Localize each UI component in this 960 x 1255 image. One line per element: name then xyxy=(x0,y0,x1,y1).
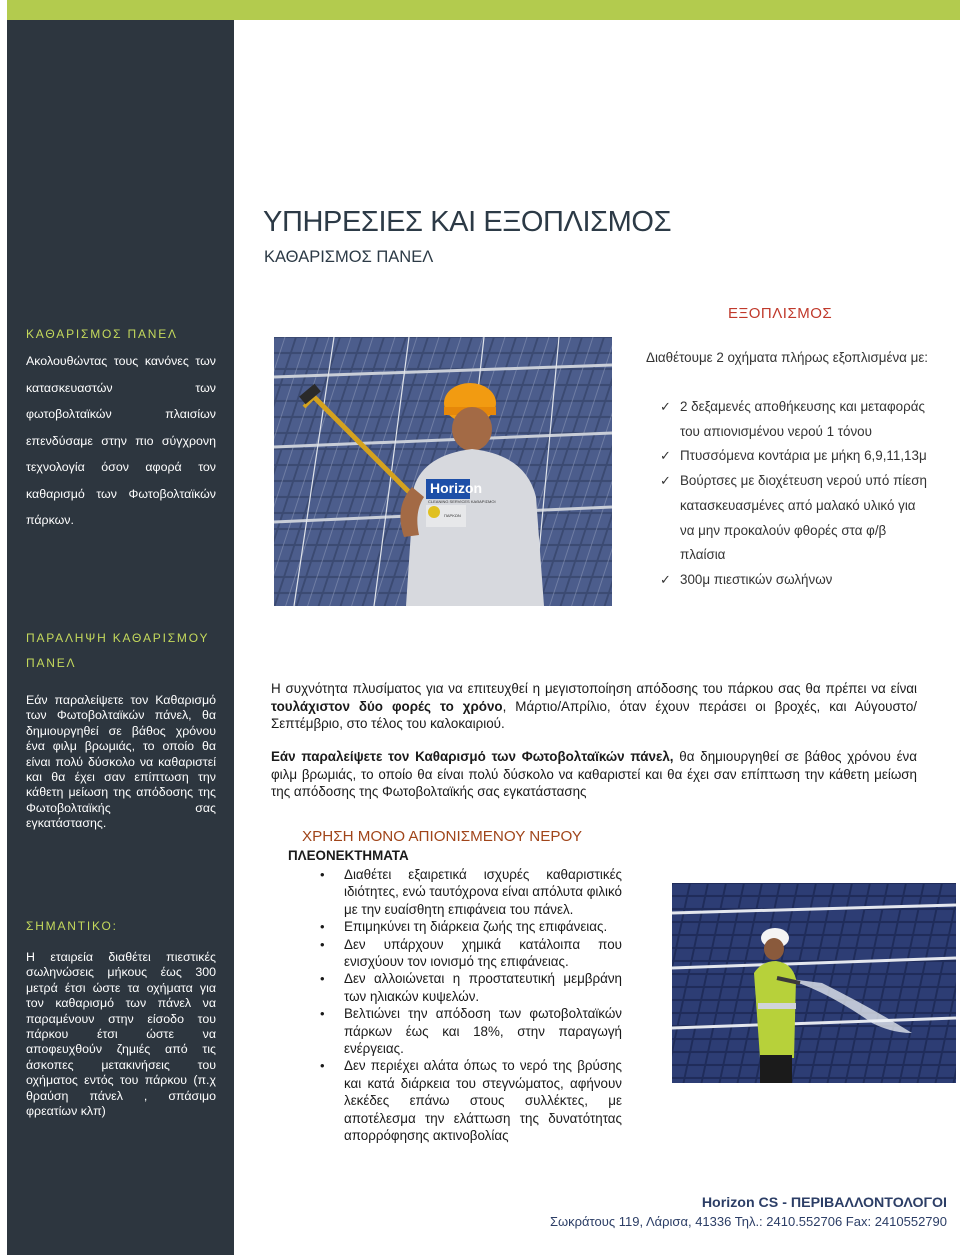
equipment-list xyxy=(660,395,930,593)
shirt-logo-text: Horizon xyxy=(430,480,483,496)
check-icon: ✓ xyxy=(660,448,671,464)
equipment-item: ✓ Βούρτσες με διοχέτευση νερού υπό πίεση κατασκευασμένες από μαλακό υλικό για να μην προκαλούν φθορές στα φ/β πλαίσια xyxy=(660,469,930,568)
sidebar-heading-skip: ΠΑΡΑΛΗΨΗ ΚΑΘΑΡΙΣΜΟΥ ΠΑΝΕΛ xyxy=(26,631,210,670)
footer-company: Horizon CS - ΠΕΡΙΒΑΛΛΟΝΤΟΛΟΓΟΙ xyxy=(701,1195,947,1211)
sidebar-heading-cleaning: ΚΑΘΑΡΙΣΜΟΣ ΠΑΝΕΛ xyxy=(26,327,178,341)
equipment-heading: ΕΞΟΠΛΙΣΜΟΣ xyxy=(728,305,833,322)
sidebar-text-skip: Εάν παραλείψετε τον Καθαρισμό των Φωτοβολταϊκών πάνελ, θα δημιουργηθεί σε βάθος χρόνου ένα φιλμ βρωμιάς, το οποίο θα είναι πολύ δύσκολο να καθαριστεί και θα έχει σαν επίπτωση την κάθετη μείωση της απόδοσης της Φωτοβολταϊκής σας εγκατάστασης. xyxy=(26,693,216,831)
equipment-item: ✓ Πτυσσόμενα κοντάρια με μήκη 6,9,11,13μ xyxy=(660,444,930,469)
advantages-list xyxy=(324,866,622,1145)
sidebar-text-cleaning: Ακολουθώντας τους κανόνες των κατασκευαστών των φωτοβολταϊκών πλαισίων επενδύσαμε στην πιο σύγχρονη τεχνολογία όσον αφορά τον καθαρισμό των Φωτοβολταϊκών πάρκων. xyxy=(26,354,216,527)
shirt-small-text: CLEANING SERVICES ΚΑΘΑΡΙΣΜΟΙ xyxy=(428,499,496,504)
equipment-intro: Διαθέτουμε 2 οχήματα πλήρως εξοπλισμένα με: xyxy=(646,350,929,365)
sidebar xyxy=(7,0,234,1255)
top-accent-band xyxy=(234,0,960,20)
check-icon: ✓ xyxy=(660,571,671,587)
equipment-item: ✓ 2 δεξαμενές αποθήκευσης και μεταφοράς του απιονισμένου νερού 1 τόνου xyxy=(660,395,930,444)
advantage-item: • Διαθέτει εξαιρετικά ισχυρές καθαριστικές ιδιότητες, ενώ ταυτόχρονα είναι απόλυτα φιλικό με την ευαίσθητη επιφάνεια του πάνελ. xyxy=(324,866,622,918)
check-icon: ✓ xyxy=(660,399,671,414)
advantages-heading: ΠΛΕΟΝΕΚΤΗΜΑΤΑ xyxy=(288,848,409,863)
advantage-item: • Βελτιώνει την απόδοση των φωτοβολταϊκών πάρκων έως και 18%, στην παραγωγή ενέργειας. xyxy=(324,1005,622,1057)
frequency-paragraph: Η συχνότητα πλυσίματος για να επιτευχθεί η μεγιστοποίηση απόδοσης του πάρκου σας θα πρέπει να είναι τουλάχιστον δύο φορές το χρόνο, Μάρτιο/Απρίλιο, όταν έχουν περάσει οι βροχές, και Αύγουστο/Σεπτέμβριο, στο τέλος του καλοκαιριού. xyxy=(271,681,917,731)
page-title: ΥΠΗΡΕΣΙΕΣ ΚΑΙ ΕΞΟΠΛΙΣΜΟΣ xyxy=(263,206,672,238)
check-icon: ✓ xyxy=(660,473,671,489)
equipment-item: ✓ 300μ πιεστικών σωλήνων xyxy=(660,568,930,593)
sidebar-accent-band xyxy=(7,0,234,20)
photo-worker-spraying-panels xyxy=(672,883,956,1083)
page-subtitle: ΚΑΘΑΡΙΣΜΟΣ ΠΑΝΕΛ xyxy=(264,248,434,266)
advantage-item: • Δεν υπάρχουν χημικά κατάλοιπα που ενισχύουν τον ιονισμό της επιφάνειας. xyxy=(324,936,622,971)
advantage-item: • Επιμηκύνει τη διάρκεια ζωής της επιφάνειας. xyxy=(324,918,622,935)
shirt-small-text-2: ΠΑΡΚΩΝ xyxy=(444,513,461,518)
skip-cleaning-paragraph: Εάν παραλείψετε τον Καθαρισμό των Φωτοβολταϊκών πάνελ, θα δημιουργηθεί σε βάθος χρόνου ένα φιλμ βρωμιάς, το οποίο θα είναι πολύ δύσκολο να καθαριστεί και θα έχει σαν επίπτωση την κάθετη μείωση της απόδοσης της Φωτοβολταϊκής σας εγκατάστασης xyxy=(271,749,917,799)
footer-address: Σωκράτους 119, Λάρισα, 41336 Τηλ.: 2410.552706 Fax: 2410552790 xyxy=(549,1214,947,1229)
photo-worker-cleaning-panels xyxy=(274,337,612,606)
advantage-item: • Δεν περιέχει αλάτα όπως το νερό της βρύσης και κατά διάρκεια του στεγνώματος, αφήνουν λεκέδες επάνω στους συλλέκτες, με αποτέλεσμα την ελάττωση της δυνατότητας απορρόφησης ακτινοβολίας xyxy=(324,1057,622,1144)
sidebar-heading-important: ΣΗΜΑΝΤΙΚΟ: xyxy=(26,919,118,933)
deionized-water-heading: ΧΡΗΣΗ ΜΟΝΟ ΑΠΙΟΝΙΣΜΕΝΟΥ ΝΕΡΟΥ xyxy=(302,828,582,845)
advantage-item: • Δεν αλλοιώνεται η προστατευτική μεμβράνη των ηλιακών κυψελών. xyxy=(324,970,622,1005)
sidebar-text-important: Η εταιρεία διαθέτει πιεστικές σωληνώσεις μήκους έως 300 μετρά έτσι ώστε τα οχήματα για τον καθαρισμό των πάνελ να παραμένουν στην είσοδο του πάρκου έτσι ώστε να αποφευχθούν ζημιές από τις άσκοπες μετακινήσεις του οχήματος εντός του πάρκου (π.χ θραύση πάνελ , σπάσιμο φρεατίων κλπ) xyxy=(26,950,216,1119)
